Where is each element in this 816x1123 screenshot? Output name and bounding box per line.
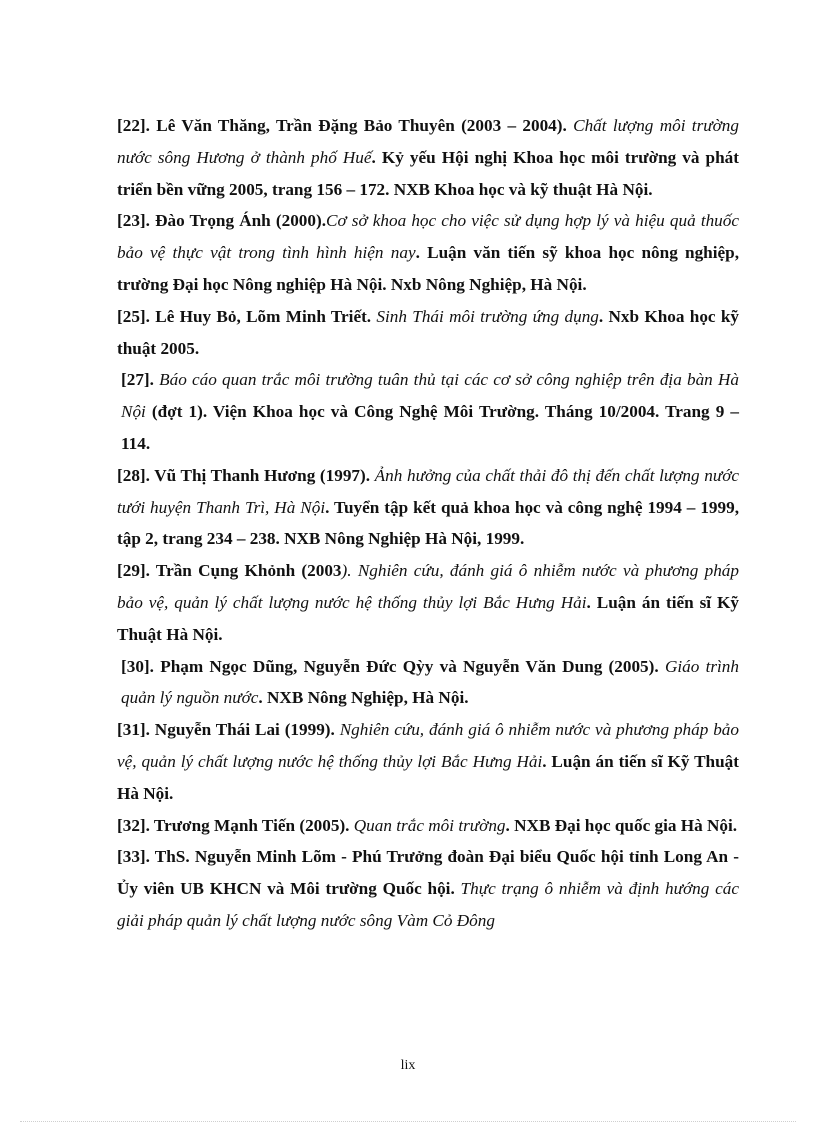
reference-32 <box>117 810 739 842</box>
reference-25-source: . Nxb Khoa học kỹ thuật 2005. <box>117 306 739 358</box>
reference-29 <box>117 555 739 650</box>
reference-23 <box>117 205 739 300</box>
reference-23-source: . Luận văn tiến sỹ khoa học nông nghiệp, trường Đại học Nông nghiệp Hà Nội. Nxb Nông Nghiệp, Hà Nội. <box>117 243 739 294</box>
reference-25 <box>117 301 739 365</box>
page-number: lix <box>400 1058 416 1073</box>
reference-29-title: ). Nghiên cứu, đánh giá ô nhiễm nước và phương pháp bảo vệ, quản lý chất lượng nước hệ thống thủy lợi Bắc Hưng Hải <box>117 561 739 612</box>
reference-27 <box>117 364 739 459</box>
reference-29-authors: [29]. Trần Cụng Khỏnh (2003 <box>117 561 342 581</box>
reference-27-source: (đợt 1). Viện Khoa học và Công Nghệ Môi Trường. Tháng 10/2004. Trang 9 – 114. <box>121 402 739 453</box>
reference-28-title: Ảnh hưởng của chất thải đô thị đến chất lượng nước tưới huyện Thanh Trì, Hà Nội <box>117 465 739 517</box>
reference-27-title: Báo cáo quan trắc môi trường tuân thủ tại các cơ sở công nghiệp trên địa bàn Hà Nội <box>121 370 739 422</box>
reference-28-source: . Tuyển tập kết quả khoa học và công nghệ 1994 – 1999, tập 2, trang 234 – 238. NXB Nông Nghiệp Hà Nội, 1999. <box>117 497 740 549</box>
reference-28-authors: [28]. Vũ Thị Thanh Hương (1997). <box>117 465 375 485</box>
reference-30-title: Giáo trình quản lý nguồn nước <box>121 656 739 708</box>
reference-27-authors: [27]. <box>121 370 160 390</box>
reference-22-title: Chất lượng môi trường nước sông Hương ở thành phố Huế <box>117 116 739 167</box>
reference-33 <box>117 841 739 936</box>
page-bottom-divider <box>20 1121 796 1122</box>
reference-32-title: Quan trắc môi trường <box>353 815 506 835</box>
reference-23-title: Cơ sở khoa học cho việc sử dụng hợp lý và hiệu quả thuốc bảo vệ thực vật trong tình hình hiện nay <box>117 211 739 263</box>
reference-28 <box>117 460 739 555</box>
reference-29-source: . Luận án tiến sĩ Kỹ Thuật Hà Nội. <box>117 592 739 644</box>
reference-31-title: Nghiên cứu, đánh giá ô nhiễm nước và phương pháp bảo vệ, quản lý chất lượng nước hệ thống thủy lợi Bắc Hưng Hải <box>117 720 739 771</box>
reference-31-source: . Luận án tiến sĩ Kỹ Thuật Hà Nội. <box>117 751 739 803</box>
reference-25-authors: [25]. Lê Huy Bỏ, Lõm Minh Triết. <box>117 306 377 326</box>
reference-22 <box>117 110 739 205</box>
reference-31-authors: [31]. Nguyễn Thái Lai (1999). <box>117 720 340 740</box>
reference-list <box>117 110 739 937</box>
reference-32-authors: [32]. Trương Mạnh Tiến (2005). <box>117 815 354 835</box>
reference-32-source: . NXB Đại học quốc gia Hà Nội. <box>505 815 738 835</box>
reference-25-title: Sinh Thái môi trường ứng dụng <box>376 306 599 326</box>
reference-30-source: . NXB Nông Nghiệp, Hà Nội. <box>258 688 469 708</box>
reference-30-authors: [30]. Phạm Ngọc Dũng, Nguyễn Đức Qỳy và Nguyễn Văn Dung (2005). <box>121 656 665 676</box>
reference-22-source: . Kỷ yếu Hội nghị Khoa học môi trường và phát triển bền vững 2005, trang 156 – 172. NXB Khoa học và kỹ thuật Hà Nội. <box>117 147 739 199</box>
reference-23-authors: [23]. Đào Trọng Ánh (2000). <box>117 211 326 231</box>
reference-22-authors: [22]. Lê Văn Thăng, Trần Đặng Bảo Thuyên (2003 – 2004). <box>117 116 574 135</box>
reference-33-authors: [33]. ThS. Nguyễn Minh Lõm - Phú Trưởng đoàn Đại biểu Quốc hội tỉnh Long An - Ủy viên UB KHCN và Môi trường Quốc hội. <box>117 847 739 899</box>
reference-31 <box>117 714 739 809</box>
reference-30 <box>117 651 739 715</box>
reference-33-title: Thực trạng ô nhiễm và định hướng các giải pháp quản lý chất lượng nước sông Vàm Cỏ Đông <box>117 879 739 930</box>
